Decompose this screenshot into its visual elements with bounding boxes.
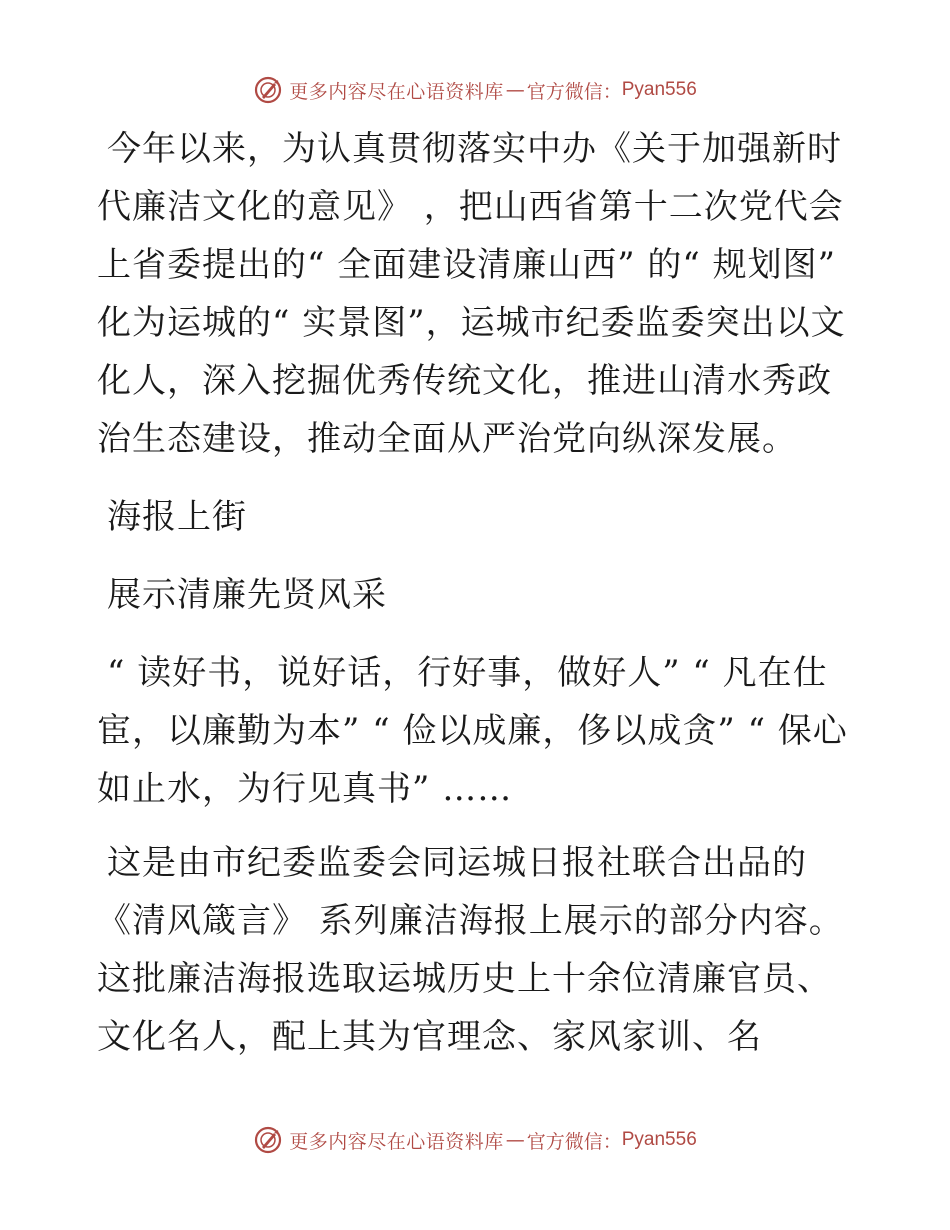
wechat-id: Pyan556 [621, 79, 697, 100]
paragraph-intro: 今年以来，为认真贯彻落实中办《关于加强新时代廉洁文化的意见》 ，把山西省第十二次党代会上省委提出的“ 全面建设清廉山西” 的“ 规划图” 化为运城的“ 实景图”，运城市纪委监委突出以文化人，深入挖掘优秀传统文化，推进山清水秀政治生态建设，推动全面从严治党向纵深发展。 [97, 129, 846, 459]
paragraph-posters: 这是由市纪委监委会同运城日报社联合出品的《清风箴言》 系列廉洁海报上展示的部分内容。这批廉洁海报选取运城历史上十余位清廉官员、文化名人，配上其为官理念、家风家训、名 [97, 843, 844, 1057]
banner-separator: — [505, 79, 525, 101]
pen-logo-icon [253, 1125, 283, 1155]
paragraph-quotes: “ 读好书，说好话，行好事，做好人” “ 凡在仕宦，以廉勤为本” “ 俭以成廉，侈以成贪” “ 保心如止水，为行见真书” …… [97, 653, 848, 809]
header-banner [0, 70, 950, 110]
site-name: 更多内容尽在心语资料库 [289, 1130, 504, 1153]
wechat-label: 官方微信： [526, 80, 622, 103]
section-subheading: 展示清廉先贤风采 [107, 575, 387, 615]
wechat-label: 官方微信： [526, 1130, 622, 1153]
banner-separator: — [505, 1129, 525, 1151]
site-name: 更多内容尽在心语资料库 [289, 80, 504, 103]
section-heading-poster: 海报上街 [107, 497, 247, 537]
footer-banner [0, 1120, 950, 1160]
pen-logo-icon [253, 75, 283, 105]
wechat-id: Pyan556 [621, 1129, 697, 1150]
document-body [97, 120, 857, 1066]
